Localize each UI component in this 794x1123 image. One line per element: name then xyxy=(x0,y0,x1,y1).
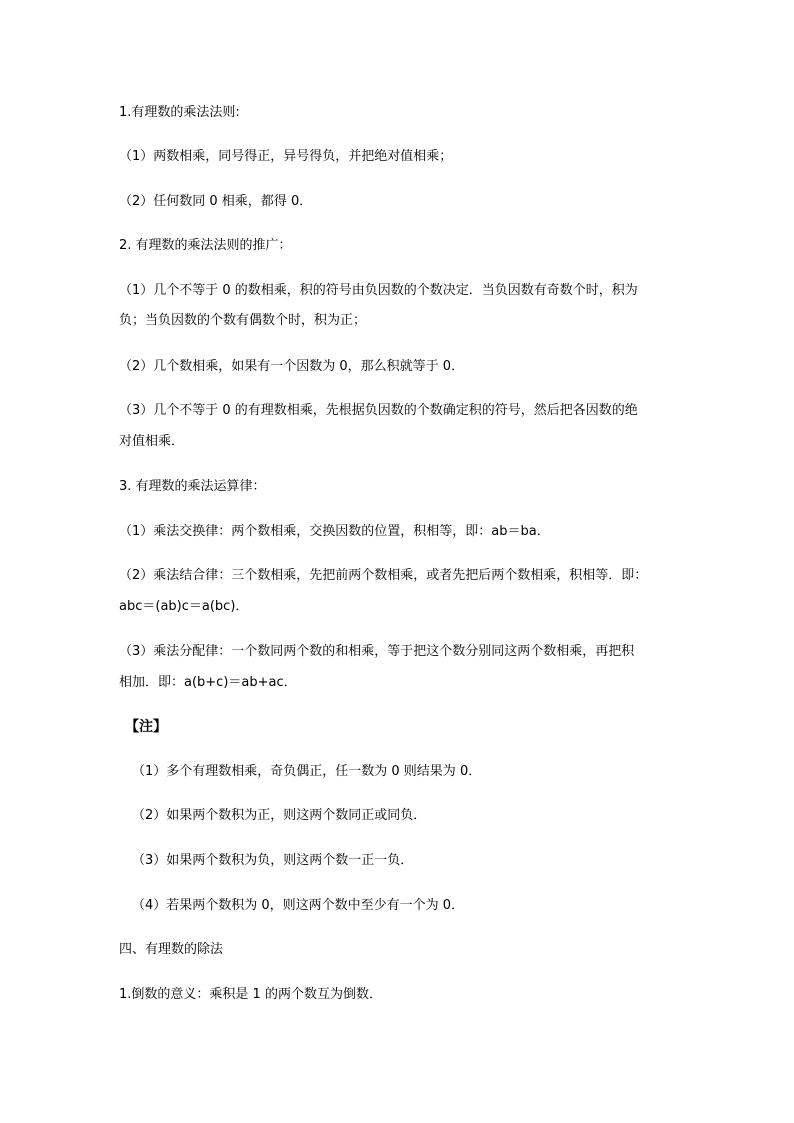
heading-multiplication-laws: 3. 有理数的乘法运算律： xyxy=(119,479,266,494)
note-heading: 【注】 xyxy=(125,719,167,735)
extension-item-1-line-2: 负；当负因数的个数有偶数个时，积为正； xyxy=(119,313,367,328)
note-item-3: （3）如果两个数积为负，则这两个数一正一负． xyxy=(132,853,414,868)
law-distributive-line-2: 相加．即：a(b+c)＝ab+ac． xyxy=(119,675,297,690)
section-heading-division: 四、有理数的除法 xyxy=(119,942,224,957)
heading-rule-extension: 2. 有理数的乘法法则的推广： xyxy=(119,238,292,253)
extension-item-1-line-1: （1）几个不等于 0 的数相乘，积的符号由负因数的个数决定．当负因数有奇数个时，积为 xyxy=(119,283,638,298)
note-item-4: （4）若果两个数积为 0，则这两个数中至少有一个为 0． xyxy=(132,898,465,913)
extension-item-3-line-1: （3）几个不等于 0 的有理数相乘，先根据负因数的个数确定积的符号，然后把各因数的绝 xyxy=(119,403,638,418)
law-distributive-line-1: （3）乘法分配律：一个数同两个数的和相乘，等于把这个数分别同这两个数相乘，再把积 xyxy=(119,644,635,659)
rule-item-2: （2）任何数同 0 相乘，都得 0． xyxy=(119,194,313,209)
extension-item-2: （2）几个数相乘，如果有一个因数为 0，那么积就等于 0． xyxy=(119,359,465,374)
law-associative-line-1: （2）乘法结合律：三个数相乘，先把前两个数相乘，或者先把后两个数相乘，积相等．即： xyxy=(119,568,648,583)
rule-item-1: （1）两数相乘，同号得正，异号得负，并把绝对值相乘； xyxy=(119,149,453,164)
extension-item-3-line-2: 对值相乘． xyxy=(119,434,185,449)
heading-multiplication-rule: 1.有理数的乘法法则: xyxy=(119,105,240,120)
reciprocal-definition: 1.倒数的意义：乘积是 1 的两个数互为倒数． xyxy=(119,987,382,1002)
note-item-2: （2）如果两个数积为正，则这两个数同正或同负． xyxy=(132,808,427,823)
note-item-1: （1）多个有理数相乘，奇负偶正，任一数为 0 则结果为 0． xyxy=(132,764,482,779)
law-associative-line-2: abc＝(ab)c＝a(bc)． xyxy=(119,599,249,614)
law-commutative: （1）乘法交换律：两个数相乘，交换因数的位置，积相等，即：ab＝ba． xyxy=(119,524,550,539)
